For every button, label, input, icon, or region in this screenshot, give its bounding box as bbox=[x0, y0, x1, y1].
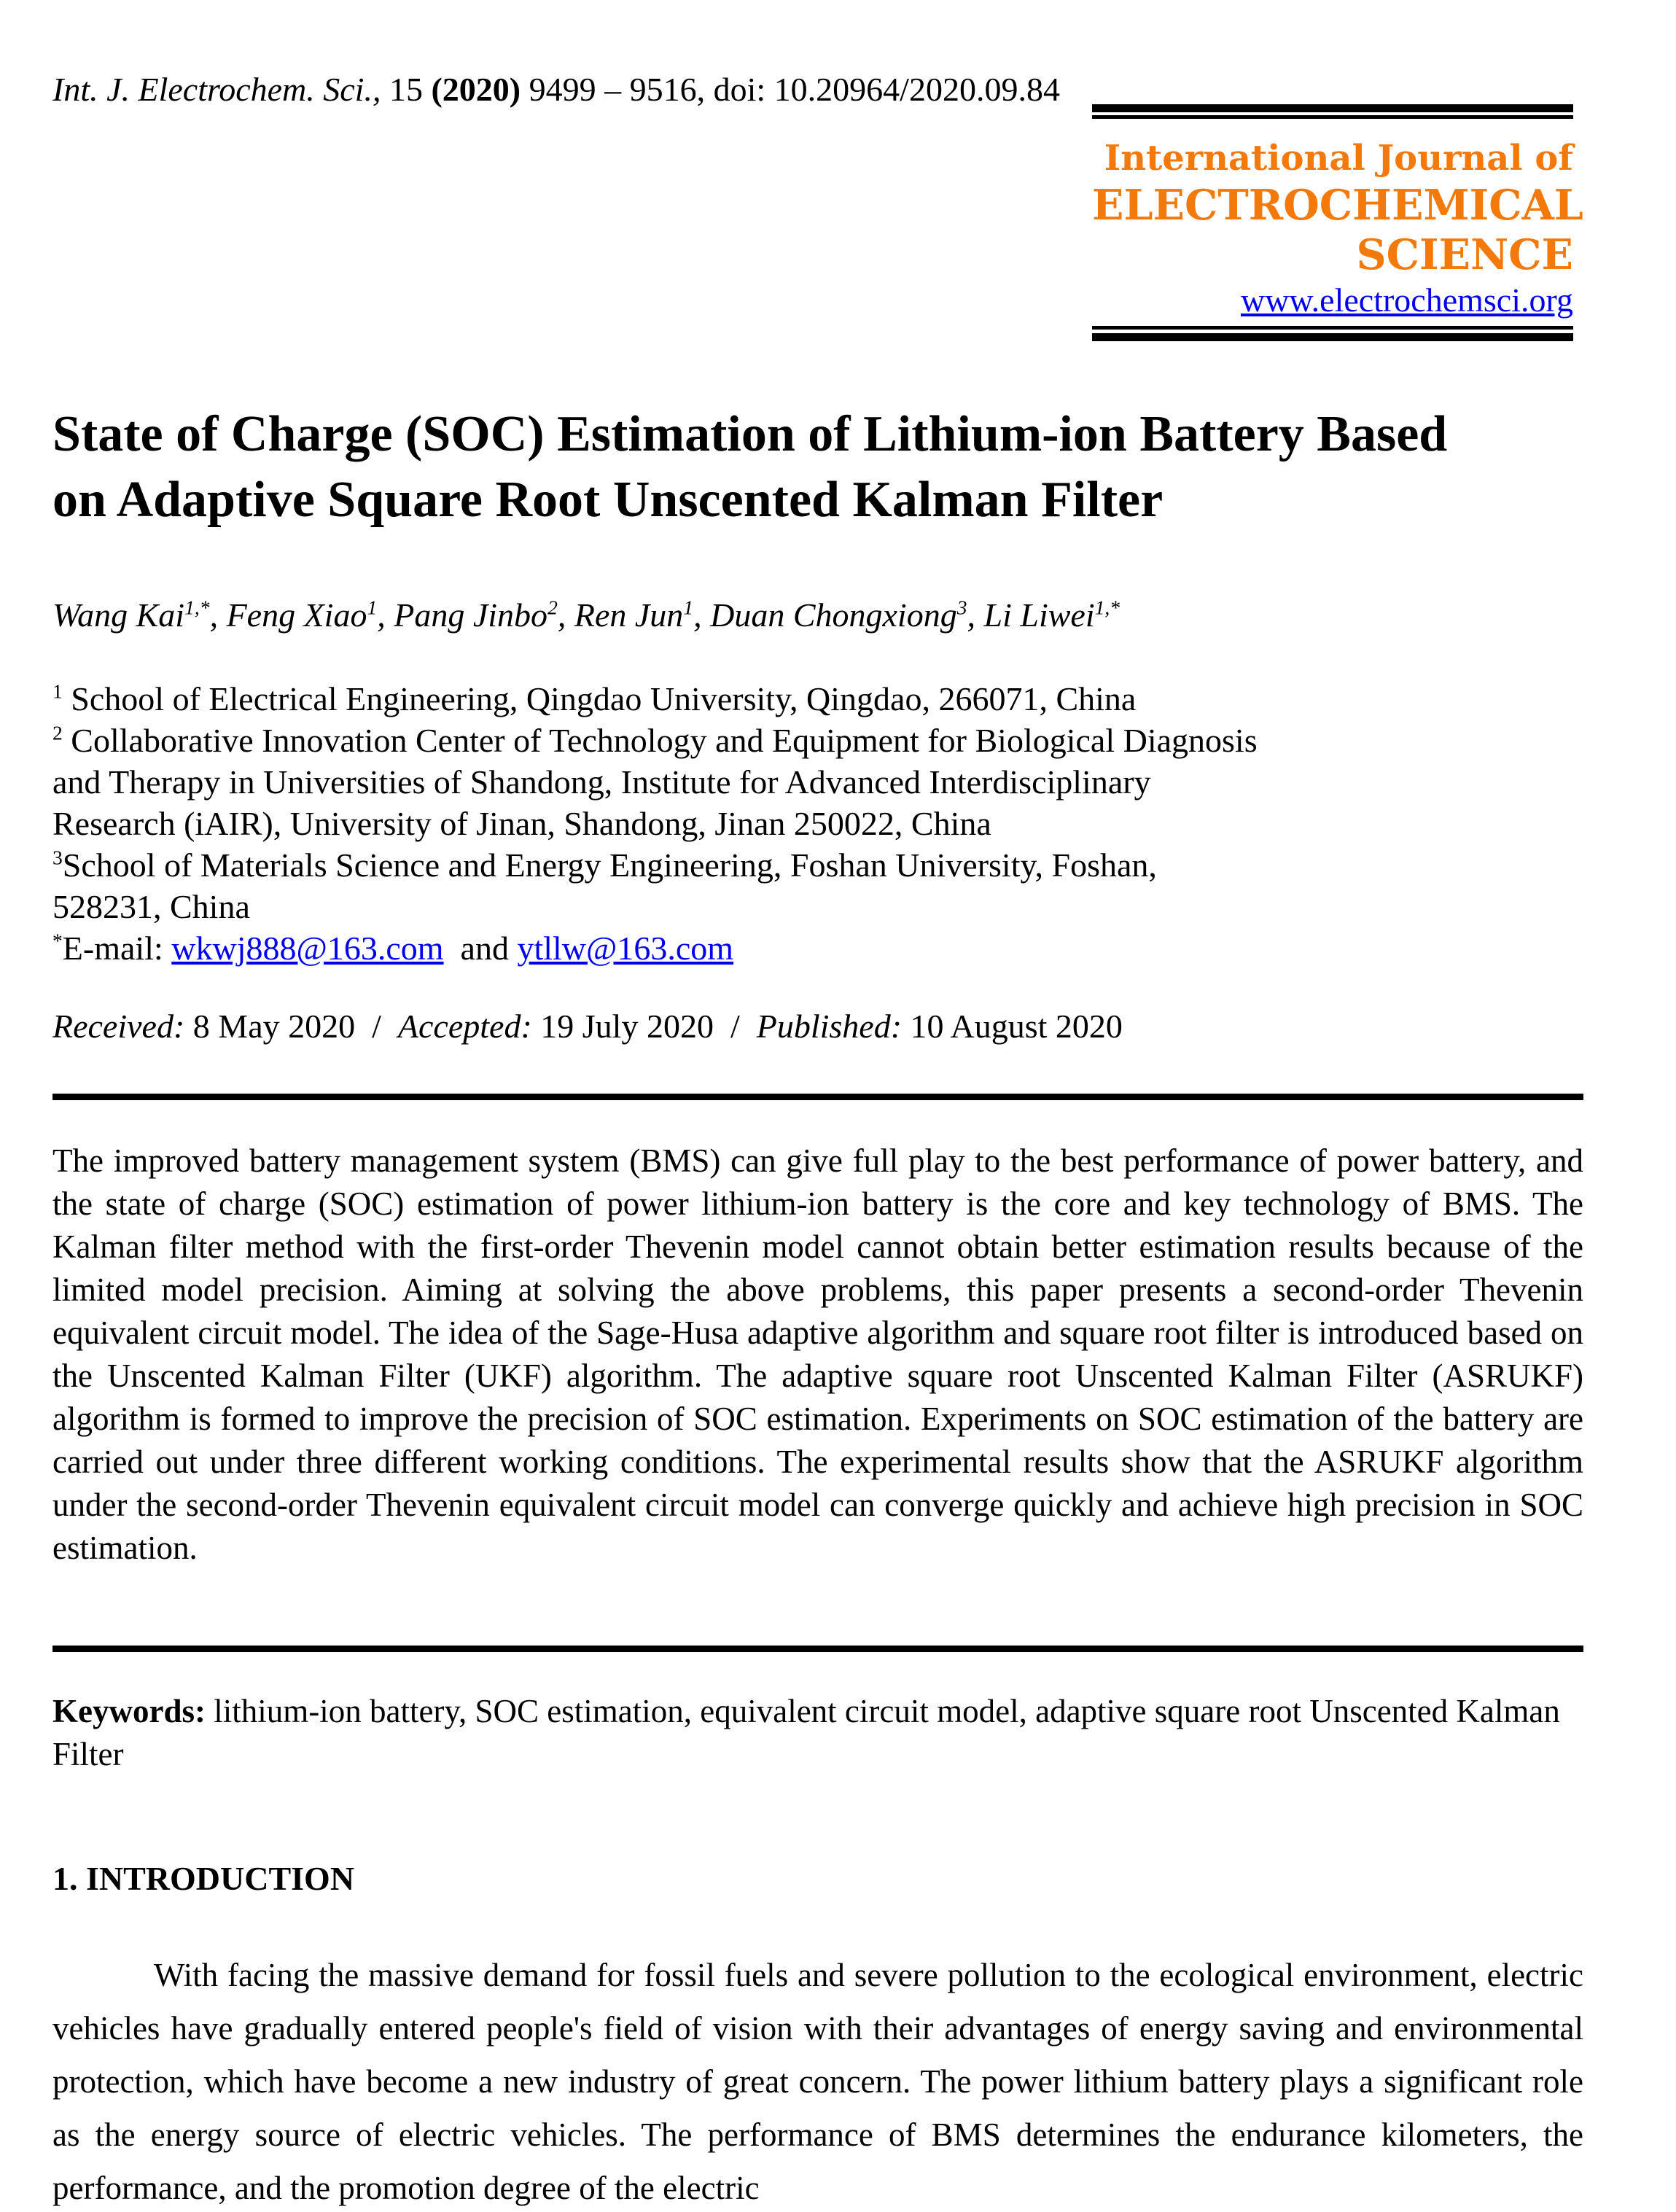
citation-year: (2020) bbox=[431, 71, 521, 108]
title-line-1: State of Charge (SOC) Estimation of Lithium-ion Battery Based bbox=[52, 406, 1448, 462]
date-separator: / bbox=[713, 1008, 757, 1045]
author-name: Feng Xiao bbox=[226, 596, 367, 634]
author-name: Li Liwei bbox=[983, 596, 1095, 634]
title-line-2: on Adaptive Square Root Unscented Kalman Filter bbox=[52, 472, 1164, 528]
author bbox=[52, 596, 227, 634]
masthead-bottom-thin-rule bbox=[1092, 326, 1573, 330]
author-affiliation-sup: 1 bbox=[683, 596, 694, 619]
affiliation-sup: 2 bbox=[52, 721, 63, 744]
masthead-line-1: International Journal of bbox=[1104, 138, 1573, 179]
email-conjunction: and bbox=[443, 930, 518, 967]
affiliation-text: 528231, China bbox=[52, 888, 250, 925]
author-separator: , bbox=[557, 596, 574, 634]
accepted-value: 19 July 2020 bbox=[531, 1008, 714, 1045]
author-separator: , bbox=[377, 596, 394, 634]
section-heading-introduction: 1. INTRODUCTION bbox=[52, 1860, 355, 1897]
email-link-1[interactable]: wkwj888@163.com bbox=[171, 930, 444, 967]
author-affiliation-sup: 3 bbox=[956, 596, 967, 619]
author-name: Pang Jinbo bbox=[394, 596, 548, 634]
affiliation-sup: 3 bbox=[52, 846, 63, 869]
affiliation-text: and Therapy in Universities of Shandong, Institute for Advanced Interdisciplinary bbox=[52, 763, 1151, 801]
accepted-label: Accepted: bbox=[397, 1008, 532, 1045]
author bbox=[710, 596, 983, 634]
author-separator: , bbox=[693, 596, 711, 634]
publication-dates bbox=[52, 1005, 1123, 1047]
abstract-text: The improved battery management system (BMS) can give full play to the best performance of power battery, and the state of charge (SOC) estimation of power lithium-ion battery is the core and key technology of BMS. The Kalman filter method with the first-order Thevenin model cannot obtain better estimation results because of the limited model precision. Aiming at solving the above problems, this paper presents a second-order Thevenin equivalent circuit model. The idea of the Sage-Husa adaptive algorithm and square root filter is introduced based on the Unscented Kalman Filter (UKF) algorithm. The adaptive square root Unscented Kalman Filter (ASRUKF) algorithm is formed to improve the precision of SOC estimation. Experiments on SOC estimation of the battery are carried out under three different working conditions. The experimental results show that the ASRUKF algorithm under the second-order Thevenin equivalent circuit model can converge quickly and achieve high precision in SOC estimation. bbox=[52, 1142, 1583, 1566]
affiliation-text: Research (iAIR), University of Jinan, Shandong, Jinan 250022, China bbox=[52, 805, 991, 842]
email-label: E-mail: bbox=[62, 930, 172, 967]
affiliation-text: Collaborative Innovation Center of Technology and Equipment for Biological Diagnosis bbox=[62, 722, 1258, 759]
published-label: Published: bbox=[756, 1008, 903, 1045]
author-affiliation-sup: 1,* bbox=[1094, 596, 1120, 619]
author-name: Wang Kai bbox=[52, 596, 185, 634]
email-asterisk-sup: * bbox=[52, 929, 63, 952]
author-affiliation-sup: 1 bbox=[367, 596, 378, 619]
received-value: 8 May 2020 bbox=[184, 1008, 356, 1045]
author-name: Duan Chongxiong bbox=[710, 596, 957, 634]
journal-masthead bbox=[1092, 104, 1583, 341]
author-affiliation-sup: 2 bbox=[547, 596, 558, 619]
affiliation-1 bbox=[52, 678, 1258, 720]
keywords bbox=[52, 1690, 1583, 1776]
author-affiliation-sup: 1,* bbox=[184, 596, 210, 619]
affiliation-text: School of Electrical Engineering, Qingdao University, Qingdao, 266071, China bbox=[62, 680, 1137, 717]
date-separator: / bbox=[355, 1008, 398, 1045]
keywords-label: Keywords: bbox=[52, 1693, 206, 1729]
affiliation-2-line-3 bbox=[52, 803, 1258, 844]
citation-line bbox=[52, 69, 1060, 110]
affiliation-2-line-1 bbox=[52, 720, 1258, 761]
masthead-url-line bbox=[1092, 280, 1573, 321]
affiliation-text: School of Materials Science and Energy Engineering, Foshan University, Foshan, bbox=[62, 846, 1157, 884]
keywords-text: lithium-ion battery, SOC estimation, equivalent circuit model, adaptive square root Unscented Kalman Filter bbox=[52, 1693, 1560, 1772]
email-line bbox=[52, 927, 1258, 969]
citation-pages-doi: 9499 – 9516, doi: 10.20964/2020.09.84 bbox=[521, 71, 1060, 108]
masthead-top-thin-rule bbox=[1092, 115, 1573, 119]
masthead-line-2: ELECTROCHEMICAL bbox=[1092, 181, 1583, 230]
author bbox=[227, 596, 394, 634]
email-link-2[interactable]: ytllw@163.com bbox=[517, 930, 734, 967]
received-label: Received: bbox=[52, 1008, 185, 1045]
masthead-bottom-thick-rule bbox=[1092, 333, 1573, 341]
section-divider-top bbox=[52, 1094, 1583, 1100]
section-divider-bottom bbox=[52, 1646, 1583, 1652]
affiliation-sup: 1 bbox=[52, 679, 63, 703]
masthead-top-thick-rule bbox=[1092, 104, 1573, 112]
article-title bbox=[52, 402, 1447, 533]
author-separator: , bbox=[209, 596, 227, 634]
affiliation-3-line-2 bbox=[52, 886, 1258, 927]
published-value: 10 August 2020 bbox=[902, 1008, 1123, 1045]
author bbox=[984, 596, 1120, 634]
author-list bbox=[52, 595, 1120, 636]
author-name: Ren Jun bbox=[574, 596, 684, 634]
author bbox=[394, 596, 574, 634]
author-separator: , bbox=[967, 596, 984, 634]
citation-journal: Int. J. Electrochem. Sci., bbox=[52, 71, 381, 108]
affiliation-3-line-1 bbox=[52, 844, 1258, 886]
introduction-paragraph: With facing the massive demand for fossil fuels and severe pollution to the ecological environment, electric vehicles have gradually entered people's field of vision with their advantages of energy saving and environmental protection, which have become a new industry of great concern. The power lithium battery plays a significant role as the energy source of electric vehicles. The performance of BMS determines the endurance kilometers, the performance, and the promotion degree of the electric bbox=[52, 1957, 1583, 2206]
affiliations bbox=[52, 678, 1258, 969]
affiliation-2-line-2 bbox=[52, 761, 1258, 803]
journal-website-link[interactable]: www.electrochemsci.org bbox=[1240, 281, 1573, 319]
author bbox=[574, 596, 710, 634]
masthead-line-3: SCIENCE bbox=[1356, 230, 1573, 279]
citation-volume: 15 bbox=[381, 71, 432, 108]
